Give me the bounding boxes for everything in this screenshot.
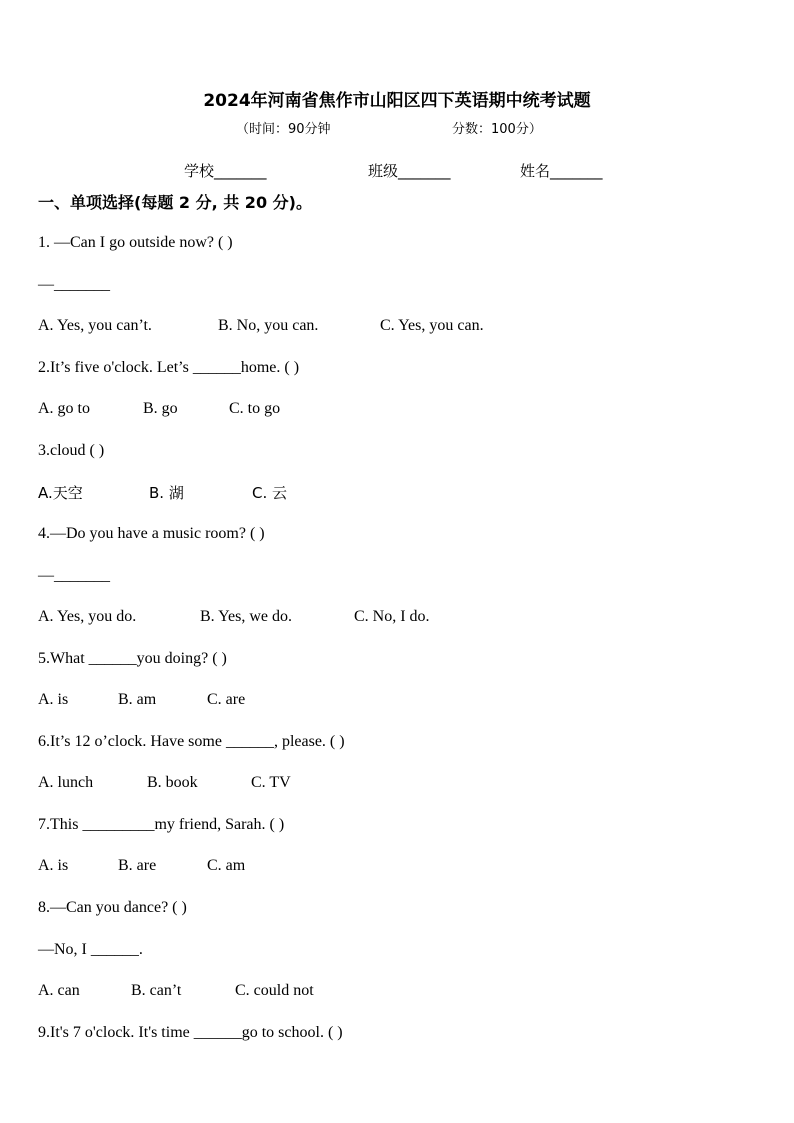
question-8-answer-line: —No, I ______.	[38, 941, 143, 958]
question-2-stem: 2.It’s five o'clock. Let’s ______home. ( )	[38, 359, 300, 376]
question-4-option-c: C. No, I do.	[354, 608, 430, 625]
question-6-option-a: A. lunch	[38, 774, 94, 791]
question-2-option-b: B. go	[143, 400, 178, 417]
question-3-option-c: C. 云	[252, 484, 288, 502]
name-field: 姓名_______	[520, 162, 603, 180]
question-7-option-b: B. are	[118, 857, 157, 874]
question-4-stem: 4.—Do you have a music room? ( )	[38, 525, 265, 542]
exam-score: 分数：100分）	[452, 122, 542, 137]
question-7-option-a: A. is	[38, 857, 69, 874]
question-6-stem: 6.It’s 12 o’clock. Have some ______, please. ( )	[38, 733, 345, 750]
question-1-option-a: A. Yes, you can’t.	[38, 317, 152, 334]
question-8-option-a: A. can	[38, 982, 80, 999]
question-9-stem: 9.It's 7 o'clock. It's time ______go to school. ( )	[38, 1024, 343, 1041]
question-5-option-b: B. am	[118, 691, 157, 708]
class-field: 班级_______	[368, 162, 451, 180]
page-title: 2024年河南省焦作市山阳区四下英语期中统考试题	[203, 91, 591, 111]
school-field: 学校_______	[184, 162, 267, 180]
question-1-answer-line: —_______	[38, 276, 110, 293]
question-1-option-c: C. Yes, you can.	[380, 317, 484, 334]
question-4-option-b: B. Yes, we do.	[200, 608, 293, 625]
question-1-stem: 1. —Can I go outside now? ( )	[38, 234, 233, 251]
question-2-option-a: A. go to	[38, 400, 90, 417]
section-title: 一、单项选择(每题 2 分, 共 20 分)。	[38, 193, 312, 212]
question-1-option-b: B. No, you can.	[218, 317, 319, 334]
question-4-option-a: A. Yes, you do.	[38, 608, 137, 625]
question-3-stem: 3.cloud ( )	[38, 442, 105, 459]
exam-time: （时间：90分钟	[236, 122, 331, 137]
question-5-option-c: C. are	[207, 691, 246, 708]
question-5-option-a: A. is	[38, 691, 69, 708]
question-7-stem: 7.This _________my friend, Sarah. ( )	[38, 816, 285, 833]
question-6-option-b: B. book	[147, 774, 198, 791]
question-3-option-a: A.天空	[38, 484, 83, 502]
question-7-option-c: C. am	[207, 857, 246, 874]
question-5-stem: 5.What ______you doing? ( )	[38, 650, 227, 667]
question-8-stem: 8.—Can you dance? ( )	[38, 899, 187, 916]
question-2-option-c: C. to go	[229, 400, 281, 417]
question-8-option-c: C. could not	[235, 982, 314, 999]
question-4-answer-line: —_______	[38, 567, 110, 584]
question-3-option-b: B. 湖	[149, 484, 184, 502]
question-8-option-b: B. can’t	[131, 982, 182, 999]
question-6-option-c: C. TV	[251, 774, 291, 791]
